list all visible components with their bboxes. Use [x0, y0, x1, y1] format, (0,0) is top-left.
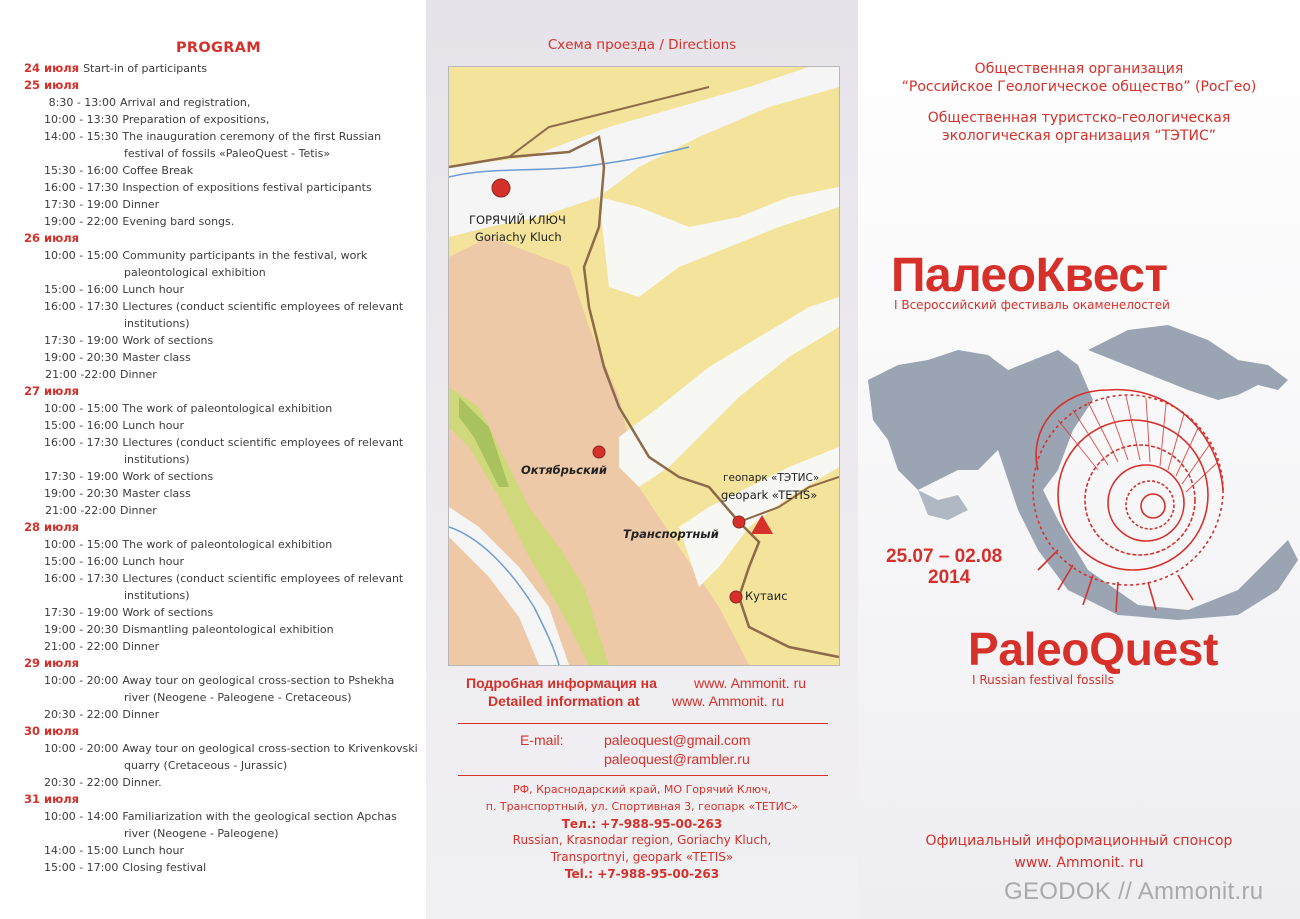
program-item-text: Evening bard songs. [122, 215, 235, 228]
program-item-text: The work of paleontological exhibition [122, 538, 333, 551]
program-item [24, 672, 424, 689]
program-item-time: 17:30 - 19:00 [44, 606, 119, 619]
program-day [24, 60, 424, 77]
map-graphic [449, 67, 839, 665]
program-item-time: 8:30 - 13:00 [48, 96, 116, 109]
program-day [24, 77, 424, 94]
map-label-oktyabrsky: Октябрьский [521, 463, 607, 477]
info-site-en[interactable]: www. Ammonit. ru [672, 693, 785, 709]
program-list [24, 60, 424, 876]
program-item [24, 740, 424, 757]
program-day-label: 28 июля [24, 520, 80, 534]
info-label-en: Detailed information at [488, 693, 640, 709]
program-item-text: Lunch hour [122, 419, 184, 432]
program-item-continuation: quarry (Cretaceous - Jurassic) [124, 759, 288, 772]
program-item-time: 10:00 - 20:00 [44, 674, 119, 687]
org-tetis-line2: экологическая организация “ТЭТИС” [942, 128, 1216, 144]
program-item-time: 19:00 - 20:30 [44, 487, 119, 500]
program-item-text: Dinner [122, 198, 160, 211]
program-item [24, 400, 424, 417]
program-item-continuation: festival of fossils «PaleoQuest - Tetis» [124, 147, 331, 160]
program-item-text: Closing festival [122, 861, 207, 874]
email-label: E-mail: [520, 732, 564, 748]
email-rambler-link[interactable]: paleoquest@rambler.ru [604, 751, 750, 767]
watermark: GEODOK // Ammonit.ru [1004, 878, 1264, 905]
festival-year: 2014 [928, 567, 971, 588]
program-item-time: 19:00 - 20:30 [44, 623, 119, 636]
program-day-label: 24 июля [24, 61, 80, 75]
subtitle-en: I Russian festival fossils [972, 673, 1114, 687]
program-item [24, 468, 424, 485]
program-item [24, 196, 424, 213]
program-item [24, 349, 424, 366]
program-item-text: The inauguration ceremony of the first Russian [122, 130, 382, 143]
program-item-text: Master class [122, 351, 191, 364]
program-item [24, 502, 424, 519]
program-day-label: 31 июля [24, 792, 80, 806]
program-item [24, 774, 424, 791]
program-item-time: 19:00 - 22:00 [44, 215, 119, 228]
address-block [426, 782, 858, 883]
map-title: Схема проезда / Directions [547, 37, 737, 53]
program-item [24, 94, 424, 111]
info-label-ru: Подробная информация на [466, 675, 657, 691]
program-item-time: 15:00 - 16:00 [44, 283, 119, 296]
program-item-time: 21:00 - 22:00 [44, 640, 119, 653]
address-line: п. Транспортный, ул. Спортивная 3, геопарк «ТЕТИС» [485, 799, 799, 813]
divider-2 [458, 775, 828, 776]
program-item-text: Llectures (conduct scientific employees of relevant [122, 572, 404, 585]
program-item-time: 17:30 - 19:00 [44, 198, 119, 211]
program-item-text: Dinner [122, 708, 160, 721]
program-item [24, 162, 424, 179]
address-line: РФ, Краснодарский край, МО Горячий Ключ, [513, 783, 771, 796]
program-item [24, 621, 424, 638]
phone-en: Tel.: +7-988-95-00-263 [564, 866, 720, 881]
program-item-time: 10:00 - 15:00 [44, 538, 119, 551]
program-item-text: Work of sections [122, 470, 214, 483]
program-item [24, 604, 424, 621]
email-gmail-link[interactable]: paleoquest@gmail.com [604, 732, 751, 748]
program-item-time: 19:00 - 20:30 [44, 351, 119, 364]
sponsor-site[interactable]: www. Ammonit. ru [1014, 855, 1144, 871]
program-panel [0, 0, 426, 919]
program-item-text: The work of paleontological exhibition [122, 402, 333, 415]
program-item [24, 842, 424, 859]
program-item-text: Dinner. [122, 776, 162, 789]
program-item [24, 706, 424, 723]
program-item-time: 20:30 - 22:00 [44, 708, 119, 721]
program-item-time: 21:00 -22:00 [45, 368, 116, 381]
subtitle-ru: I Всероссийский фестиваль окаменелостей [894, 298, 1170, 312]
program-day [24, 230, 424, 247]
program-item [24, 638, 424, 655]
org-rosgeo-line1: Общественная организация [974, 61, 1184, 77]
program-item-time: 10:00 - 15:00 [44, 402, 119, 415]
program-item-time: 15:30 - 16:00 [44, 164, 119, 177]
program-item-time: 16:00 - 17:30 [44, 181, 119, 194]
program-item-time: 10:00 - 14:00 [44, 810, 119, 823]
program-item-text: Familiarization with the geological section Apchas [122, 810, 397, 823]
sponsor-block [858, 830, 1300, 874]
program-item [24, 808, 424, 825]
directions-map [448, 66, 840, 666]
program-item [24, 179, 424, 196]
program-item-time: 10:00 - 15:00 [44, 249, 119, 262]
program-item-time: 20:30 - 22:00 [44, 776, 119, 789]
program-item [24, 298, 424, 315]
sponsor-label: Официальный информационный спонсор [925, 833, 1233, 849]
program-item-time: 10:00 - 20:00 [44, 742, 119, 755]
festival-dates [886, 546, 1002, 588]
map-label-goriachy-ru: ГОРЯЧИЙ КЛЮЧ [469, 213, 566, 227]
program-item-text: Dinner [120, 368, 157, 381]
program-day [24, 791, 424, 808]
program-item [24, 366, 424, 383]
program-item-continuation: paleontological exhibition [124, 266, 266, 279]
date-range: 25.07 – 02.08 [886, 546, 1003, 567]
program-item-text: Preparation of expositions, [122, 113, 270, 126]
program-item-text: Lunch hour [122, 283, 184, 296]
program-item [24, 247, 424, 264]
program-item [24, 128, 424, 145]
program-day-inline: Start-in of participants [83, 62, 207, 75]
program-item-time: 15:00 - 16:00 [44, 555, 119, 568]
program-day-label: 29 июля [24, 656, 80, 670]
program-item-time: 17:30 - 19:00 [44, 334, 119, 347]
map-label-goriachy-en: Goriachy Kluch [475, 230, 562, 244]
program-item [24, 485, 424, 502]
org-rosgeo-line2: “Российское Геологическое общество” (РосГео) [901, 79, 1257, 95]
map-label-geopark-ru: геопарк «ТЭТИС» [723, 472, 820, 484]
map-label-geopark-en: geopark «TETIS» [721, 488, 818, 502]
program-item-text: Dinner [120, 504, 157, 517]
cover-panel [858, 0, 1300, 919]
program-item-continuation: institutions) [124, 589, 190, 602]
program-item-text: Dinner [122, 640, 160, 653]
program-item-time: 17:30 - 19:00 [44, 470, 119, 483]
program-item-time: 21:00 -22:00 [45, 504, 116, 517]
program-day-label: 30 июля [24, 724, 80, 738]
program-item [24, 281, 424, 298]
program-item [24, 536, 424, 553]
program-day-label: 25 июля [24, 78, 80, 92]
phone-ru: Тел.: +7-988-95-00-263 [561, 816, 723, 831]
info-site-ru[interactable]: www. Ammonit. ru [694, 675, 807, 691]
org-tetis [858, 109, 1300, 145]
program-item-continuation: river (Neogene - Paleogene) [124, 827, 279, 840]
program-item-text: Work of sections [122, 606, 214, 619]
program-item-text: Inspection of expositions festival participants [122, 181, 372, 194]
program-day [24, 723, 424, 740]
program-item [24, 332, 424, 349]
program-item-text: Community participants in the festival, work [122, 249, 368, 262]
program-item [24, 111, 424, 128]
program-title: PROGRAM [176, 40, 261, 56]
program-item-time: 16:00 - 17:30 [44, 572, 119, 585]
program-item-time: 15:00 - 16:00 [44, 419, 119, 432]
program-item-time: 16:00 - 17:30 [44, 300, 119, 313]
map-label-transportny: Транспортный [623, 527, 719, 541]
program-item [24, 553, 424, 570]
title-ru: ПалеоКвест [891, 249, 1168, 302]
program-item-time: 14:00 - 15:30 [44, 130, 119, 143]
program-item-text: Master class [122, 487, 191, 500]
program-item [24, 570, 424, 587]
program-item [24, 434, 424, 451]
program-day [24, 383, 424, 400]
program-item-text: Work of sections [122, 334, 214, 347]
map-label-kutais: Кутаис [745, 589, 788, 603]
program-item-text: Dismantling paleontological exhibition [122, 623, 334, 636]
program-item-time: 10:00 - 13:30 [44, 113, 119, 126]
org-rosgeo [858, 60, 1300, 96]
program-item [24, 417, 424, 434]
program-item-text: Coffee Break [122, 164, 194, 177]
directions-panel [426, 0, 858, 919]
program-day [24, 655, 424, 672]
program-day [24, 519, 424, 536]
program-item-continuation: institutions) [124, 317, 190, 330]
program-day-label: 27 июля [24, 384, 80, 398]
program-item [24, 213, 424, 230]
program-day-label: 26 июля [24, 231, 80, 245]
program-item-text: Llectures (conduct scientific employees of relevant [122, 436, 404, 449]
program-item-text: Llectures (conduct scientific employees of relevant [122, 300, 404, 313]
program-item-continuation: institutions) [124, 453, 190, 466]
program-item-text: Lunch hour [122, 844, 184, 857]
program-item-text: Away tour on geological cross-section to Krivenkovski [122, 742, 418, 755]
program-item-text: Lunch hour [122, 555, 184, 568]
program-item-text: Away tour on geological cross-section to Pshekha [122, 674, 395, 687]
title-en: PaleoQuest [968, 623, 1219, 675]
program-item-time: 14:00 - 15:00 [44, 844, 119, 857]
program-item-text: Arrival and registration, [120, 96, 251, 109]
program-item-continuation: river (Neogene - Paleogene - Cretaceous) [124, 691, 352, 704]
divider-1 [458, 723, 828, 724]
address-line: Transportnyi, geopark «TETIS» [550, 850, 734, 865]
address-line: Russian, Krasnodar region, Goriachy Kluch, [512, 833, 772, 848]
program-item [24, 859, 424, 876]
org-tetis-line1: Общественная туристско-геологическая [927, 110, 1231, 126]
program-item-time: 16:00 - 17:30 [44, 436, 119, 449]
program-item-time: 15:00 - 17:00 [44, 861, 119, 874]
